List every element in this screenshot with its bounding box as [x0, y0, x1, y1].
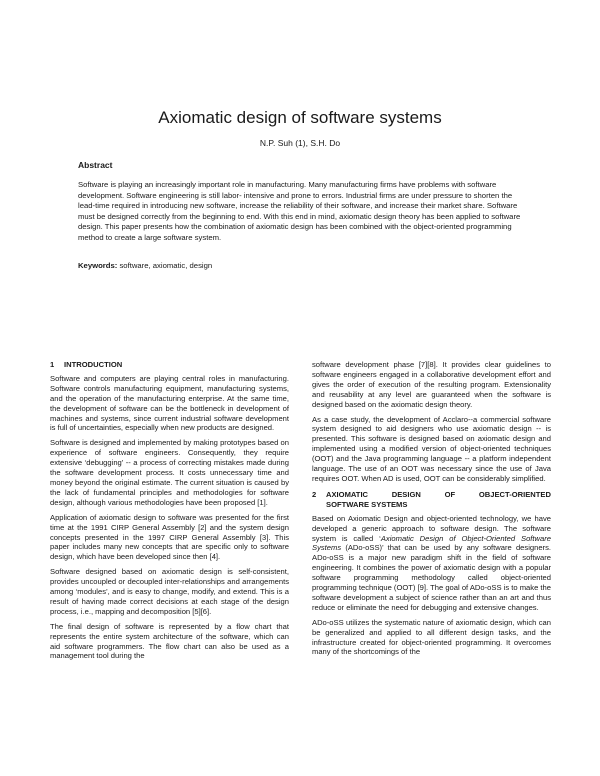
abstract-heading: Abstract — [78, 160, 113, 170]
paper-title: Axiomatic design of software systems — [158, 108, 442, 127]
section-2-title-word: AXIOMATIC — [326, 489, 369, 499]
section-2-title-word: OF — [444, 489, 456, 499]
keywords-text: software, axiomatic, design — [117, 261, 213, 270]
body-paragraph — [312, 514, 551, 613]
body-text: (ADo-oSS)’ that can be used by any software designers. ADo-oSS is a major new paradigm shift in the field of software engineering. It combines the power of axiomatic design with a popular software programming methodology called object-oriented programming technique (OOT) [9]. The goal of ADo-oSS is to make the software development a subject of science rather than an art and thus reduce or eliminate the need for debugging and extensive changes. — [312, 543, 551, 612]
section-2-number: 2 — [312, 489, 317, 499]
body-paragraph: The final design of software is represented by a flow chart that represents the entire system architecture of the software, which can aid software programmers. The flow chart can also be used as a management tool during the — [50, 621, 289, 661]
paper-authors: N.P. Suh (1), S.H. Do — [259, 138, 341, 148]
body-paragraph: As a case study, the development of Acclaro--a commercial software system designed to aid designers who use axiomatic design -- is presented. This software is designed based on axiomatic design and implemented using a modified version of object-oriented techniques (OOT) and the Java programming language -- a platform independent language. The use of an OOT was necessary since the use of Java requires OOT. When AD is used, OOT can be considerably simplified. — [312, 414, 551, 483]
left-column — [50, 360, 289, 666]
body-paragraph: Software and computers are playing central roles in manufacturing. Software controls manufacturing equipment, manufacturing systems, and the operation of the manufacturing enterprise. At the same time, the development of software can be the bottleneck in development of machines and systems, since current industrial software development is full of uncertainties, especially when new products are designed. — [50, 373, 289, 433]
section-2-title-word: DESIGN — [391, 489, 421, 499]
body-paragraph: Application of axiomatic design to software was presented for the first time at the 1991 CIRP General Assembly [2] and the system design concepts presented in the 1997 CIRP General Assembly [3]. This paper includes many new concepts that are specific only to software design, which have been developed since then [4]. — [50, 512, 289, 562]
body-paragraph: software development phase [7][8]. It provides clear guidelines to software engineers engaged in a collaborative development effort and gives the order of execution of the resulting program. Extensionality and reusability at any level are guaranteed when the software is designed based on the axiomatic design theory. — [312, 360, 551, 409]
body-text: Based on Axiomatic Design and object-oriented technology, we have developed a generic approach to software design. The software system is called ‘ — [312, 513, 551, 543]
section-2-heading — [312, 490, 551, 510]
section-2-title-word: OBJECT-ORIENTED — [478, 489, 551, 499]
section-1-heading — [50, 360, 289, 370]
right-column — [312, 360, 551, 662]
keywords-label: Keywords: — [78, 261, 118, 270]
section-1-number: 1 — [50, 360, 55, 369]
body-paragraph: ADo-oSS utilizes the systematic nature of axiomatic design, which can be generalized and applied to all different design tasks, and the infrastructure created for object-oriented programming. It overcomes many of the shortcomings of the — [312, 617, 551, 657]
system-name-italic: Axiomatic Design of Object-Oriented Software Systems — [312, 533, 551, 553]
body-paragraph: Software is designed and implemented by making prototypes based on experience of software engineers. Consequently, they require extensive ‘debugging’ -- a process of correcting mistakes made during the software development process. It costs unnecessary time and money beyond the original estimate. The current situation is caused by the lack of fundamental principles and methodologies for software design, although various methodologies have been proposed [1]. — [50, 438, 289, 507]
section-2-title-line2: SOFTWARE SYSTEMS — [326, 499, 408, 509]
abstract-text: Software is playing an increasingly important role in manufacturing. Many manufacturing firms have problems with software development. Software engineering is still labor- intensive and prone to errors. Industrial firms are under pressure to shorten the lead-time required in introducing new software, increase the reliability of their software, and increase their market share. Software must be designed correctly from the beginning to end. With this end in mind, axiomatic design theory has been applied to software design. This paper presents how the combination of axiomatic design has been combined with the object-oriented programming method to create a large software system. — [78, 180, 521, 242]
body-paragraph: Software designed based on axiomatic design is self-consistent, provides uncoupled or decoupled inter-relationships and arrangements among ‘modules’, and is easy to change, modify, and extend. This is a result of having made correct decisions at each stage of the design process, i.e., mapping and decomposition [5][6]. — [50, 567, 289, 616]
section-1-title: INTRODUCTION — [64, 360, 123, 369]
keywords-line — [78, 261, 524, 270]
